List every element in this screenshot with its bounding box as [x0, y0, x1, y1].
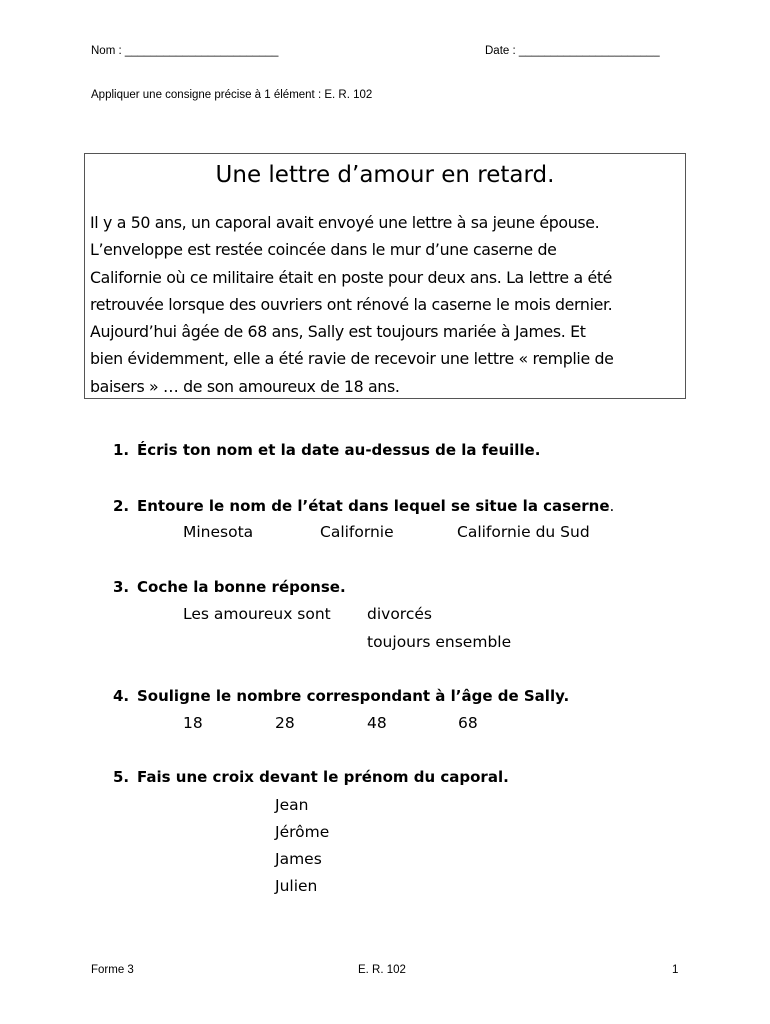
date-field-label: Date : ______________________	[485, 45, 660, 57]
option-jean[interactable]: Jean	[275, 796, 309, 814]
story-line: Aujourd’hui âgée de 68 ans, Sally est toujours mariée à James. Et	[90, 322, 586, 342]
question-text: Écris ton nom et la date au-dessus de la feuille.	[137, 441, 541, 459]
footer-form-label: Forme 3	[91, 964, 134, 976]
option-minesota[interactable]: Minesota	[183, 523, 254, 541]
option-californie[interactable]: Californie	[320, 523, 394, 541]
name-field-label: Nom : ________________________	[91, 45, 279, 57]
story-line: baisers » … de son amoureux de 18 ans.	[90, 376, 400, 396]
question-4	[113, 687, 569, 705]
question-number: 3.	[113, 578, 130, 596]
story-line: Il y a 50 ans, un caporal avait envoyé une lettre à sa jeune épouse.	[90, 213, 600, 232]
option-julien[interactable]: Julien	[275, 877, 318, 895]
option-jerome[interactable]: Jérôme	[275, 823, 330, 841]
story-line: L’enveloppe est restée coincée dans le mur d’une caserne de	[90, 240, 557, 260]
option-18[interactable]: 18	[183, 714, 203, 732]
question-number: 4.	[113, 687, 130, 705]
option-californie-du-sud[interactable]: Californie du Sud	[457, 523, 590, 541]
option-48[interactable]: 48	[367, 714, 387, 732]
story-title: Une lettre d’amour en retard.	[215, 162, 555, 188]
option-toujours-ensemble[interactable]: toujours ensemble	[367, 633, 512, 651]
footer-code: E. R. 102	[358, 964, 406, 976]
question-3-prompt: Les amoureux sont	[183, 605, 331, 623]
instruction-subtitle: Appliquer une consigne précise à 1 élément : E. R. 102	[91, 89, 373, 101]
question-number: 5.	[113, 768, 130, 786]
story-box	[84, 153, 686, 399]
option-divorces[interactable]: divorcés	[367, 605, 432, 623]
option-james[interactable]: James	[275, 850, 322, 868]
story-line: bien évidemment, elle a été ravie de recevoir une lettre « remplie de	[90, 349, 614, 369]
question-number: 1.	[113, 441, 130, 459]
story-line: retrouvée lorsque des ouvriers ont rénové la caserne le mois dernier.	[90, 294, 613, 314]
story-text	[90, 209, 680, 400]
question-text: Fais une croix devant le prénom du caporal.	[137, 768, 509, 786]
option-68[interactable]: 68	[458, 714, 478, 732]
option-28[interactable]: 28	[275, 714, 295, 732]
question-5	[113, 768, 509, 786]
question-2	[113, 497, 614, 515]
page-number: 1	[672, 964, 679, 976]
question-3	[113, 578, 346, 596]
question-text: Entoure le nom de l’état dans lequel se situe la caserne	[137, 497, 610, 515]
question-1	[113, 441, 540, 459]
question-text: Souligne le nombre correspondant à l’âge de Sally.	[137, 687, 570, 705]
question-number: 2.	[113, 497, 130, 515]
question-text: Coche la bonne réponse.	[137, 578, 346, 596]
question-tail: .	[609, 497, 615, 515]
story-line: Californie où ce militaire était en poste pour deux ans. La lettre a été	[90, 267, 613, 287]
